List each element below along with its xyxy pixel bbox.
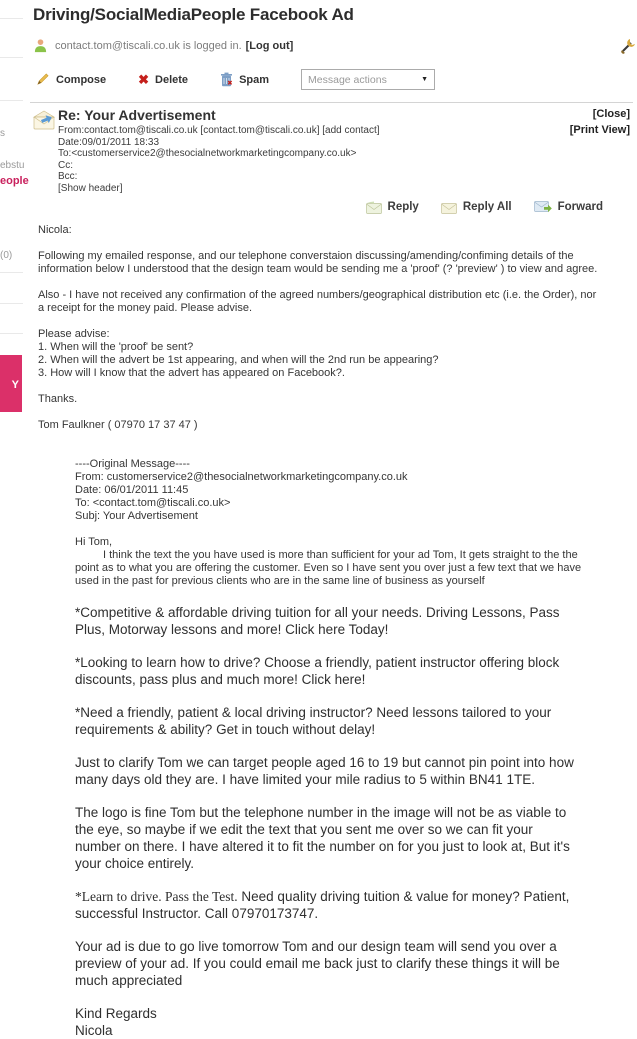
clarify-paragraph: Just to clarify Tom we can target people aged 16 to 19 but cannot pin point into how many days old they are. I have limited your mile radius to 5 within BN41 1TE.: [75, 755, 574, 787]
close-link[interactable]: [Close]: [592, 108, 630, 120]
email-bcc-line: Bcc:: [58, 171, 78, 182]
forward-button[interactable]: [534, 200, 603, 214]
email-body: [30, 214, 633, 1039]
email-subject: Re: Your Advertisement: [58, 107, 216, 123]
closing-sender: Nicola: [75, 1023, 113, 1038]
ad-text: *Need a friendly, patient & local driving instructor? Need lessons tailored to your requirements & ability? Get in touch without delay!: [75, 705, 552, 737]
reply-button[interactable]: [366, 201, 419, 214]
ad-text: *Competitive & affordable driving tuition for all your needs. Driving Lessons, Pass Plus, Motorway lessons and more! Click here Today!: [75, 605, 560, 637]
advise-intro: Please advise:: [38, 328, 110, 340]
delete-button[interactable]: [138, 71, 189, 87]
sidebar-divider: [0, 100, 23, 101]
sidebar-pink-banner[interactable]: [0, 355, 22, 412]
email-from-line: From:contact.tom@tiscali.co.uk [contact.tom@tiscali.co.uk] [add contact]: [58, 125, 380, 136]
quoted-message: [75, 458, 602, 588]
compose-label: Compose: [56, 73, 107, 86]
pencil-icon: [35, 72, 50, 87]
quote-subj-line: Subj: Your Advertisement: [75, 510, 198, 522]
sidebar-divider: [0, 18, 23, 19]
forward-label: Forward: [557, 201, 603, 213]
body-thanks: Thanks.: [38, 393, 78, 405]
ad-text-mixed: [75, 888, 577, 922]
sidebar-divider: [0, 333, 23, 334]
print-view-link[interactable]: [Print View]: [569, 124, 630, 136]
reply-all-label: Reply All: [462, 201, 512, 213]
login-status: contact.tom@tiscali.co.uk is logged in.: [55, 39, 242, 52]
body-signature: Tom Faulkner ( 07970 17 37 47 ): [38, 419, 198, 431]
body-greeting: Nicola:: [38, 224, 72, 236]
quote-to-line: To: <contact.tom@tiscali.co.uk>: [75, 497, 231, 509]
quote-from-line: From: customerservice2@thesocialnetworkmarketingcompany.co.uk: [75, 471, 408, 483]
closing: [75, 1005, 577, 1039]
delete-label: Delete: [155, 73, 189, 86]
email-date-line: Date:09/01/2011 18:33: [58, 136, 160, 148]
user-icon: [33, 38, 48, 53]
advise-item: 1. When will the 'proof' be sent?: [38, 341, 194, 353]
sidebar-count-fragment: (0): [0, 250, 13, 261]
reply-all-button[interactable]: [441, 201, 512, 214]
login-bar: [33, 38, 633, 53]
email-cc-line: Cc:: [58, 159, 73, 171]
advise-item: 2. When will the advert be 1st appearing, and when will the 2nd run be appearing?: [38, 354, 439, 366]
body-paragraph: Also - I have not received any confirmation of the agreed numbers/geographical distribution etc (i.e. the Order), nor a receipt for the money paid. Please advise.: [38, 289, 597, 314]
golive-paragraph: Your ad is due to go live tomorrow Tom and our design team will send you over a preview of your ad. If you could email me back just to clarify these things it will be much appreciated: [75, 939, 560, 988]
logout-link[interactable]: [Log out]: [245, 39, 294, 52]
sidebar-text-fragment: s: [0, 128, 5, 139]
sidebar-divider: [0, 303, 23, 304]
email-to-line: To:<customerservice2@thesocialnetworkmarketingcompany.co.uk>: [58, 148, 357, 159]
spam-button[interactable]: [220, 72, 269, 87]
quote-separator: ----Original Message----: [75, 458, 190, 470]
trash-icon: [220, 72, 233, 87]
sidebar-brand-fragment: eople: [0, 175, 29, 187]
show-header-link[interactable]: [Show header]: [58, 182, 123, 194]
banner-letter: Y: [11, 379, 19, 391]
quoted-large-text: [75, 604, 633, 1039]
toolbar: [35, 69, 633, 90]
advise-list: [38, 328, 633, 380]
quote-greeting: Hi Tom,: [75, 536, 113, 548]
quote-date-line: Date: 06/01/2011 11:45: [75, 484, 189, 496]
page-title: Driving/SocialMediaPeople Facebook Ad: [33, 5, 354, 24]
quote-intro: I think the text the you have used is more than sufficient for your ad Tom, It gets straight to the the point as to what you are offering the customer. Even so I have sent you over just a few text that we have used in the past for previous clients who are in the same line of business as yourself: [75, 549, 582, 587]
reply-envelope-icon: [366, 201, 382, 214]
open-envelope-reply-icon: [33, 110, 55, 135]
email-pane: [30, 102, 633, 1039]
forward-envelope-icon: [534, 200, 552, 214]
reply-label: Reply: [387, 201, 419, 213]
red-x-icon: ✖: [138, 71, 150, 87]
dropdown-selected-value: Message actions: [308, 73, 387, 86]
chevron-down-icon: ▼: [421, 76, 429, 83]
ad-serif-fragment: *Learn to drive. Pass the Test.: [75, 889, 238, 904]
left-sidebar-cropped: [0, 0, 28, 1000]
email-header: [30, 107, 633, 194]
closing-regards: Kind Regards: [75, 1006, 157, 1021]
advise-item: 3. How will I know that the advert has appeared on Facebook?.: [38, 367, 345, 379]
compose-button[interactable]: [35, 72, 106, 87]
sidebar-text-fragment: ebstu: [0, 160, 25, 171]
ad-sans-fragment: Need quality driving tuition & value for money? Patient, successful Instructor. Call 07970173747.: [75, 889, 570, 921]
message-actions-row: [30, 200, 603, 214]
wrench-icon[interactable]: [621, 38, 637, 59]
reply-all-envelope-icon: [441, 201, 457, 214]
ad-text: *Looking to learn how to drive? Choose a friendly, patient instructor offering block discounts, pass plus and much more! Click here!: [75, 655, 560, 687]
sidebar-divider: [0, 57, 23, 58]
body-paragraph: Following my emailed response, and our telephone converstaion discussing/amending/confiming details of the information below I understood that the design team would be sending me a 'proof' (? 'preview' ) to view and agree.: [38, 250, 598, 275]
message-actions-dropdown[interactable]: [301, 69, 435, 90]
logo-note-paragraph: The logo is fine Tom but the telephone number in the image will not be as viable to the eye, so maybe if we edit the text that you sent me over so we can fit your number on there. I have altered it to fit the number on for you just to look at, But it's your choice entirely.: [75, 805, 570, 871]
sidebar-divider: [0, 272, 23, 273]
spam-label: Spam: [239, 73, 270, 86]
